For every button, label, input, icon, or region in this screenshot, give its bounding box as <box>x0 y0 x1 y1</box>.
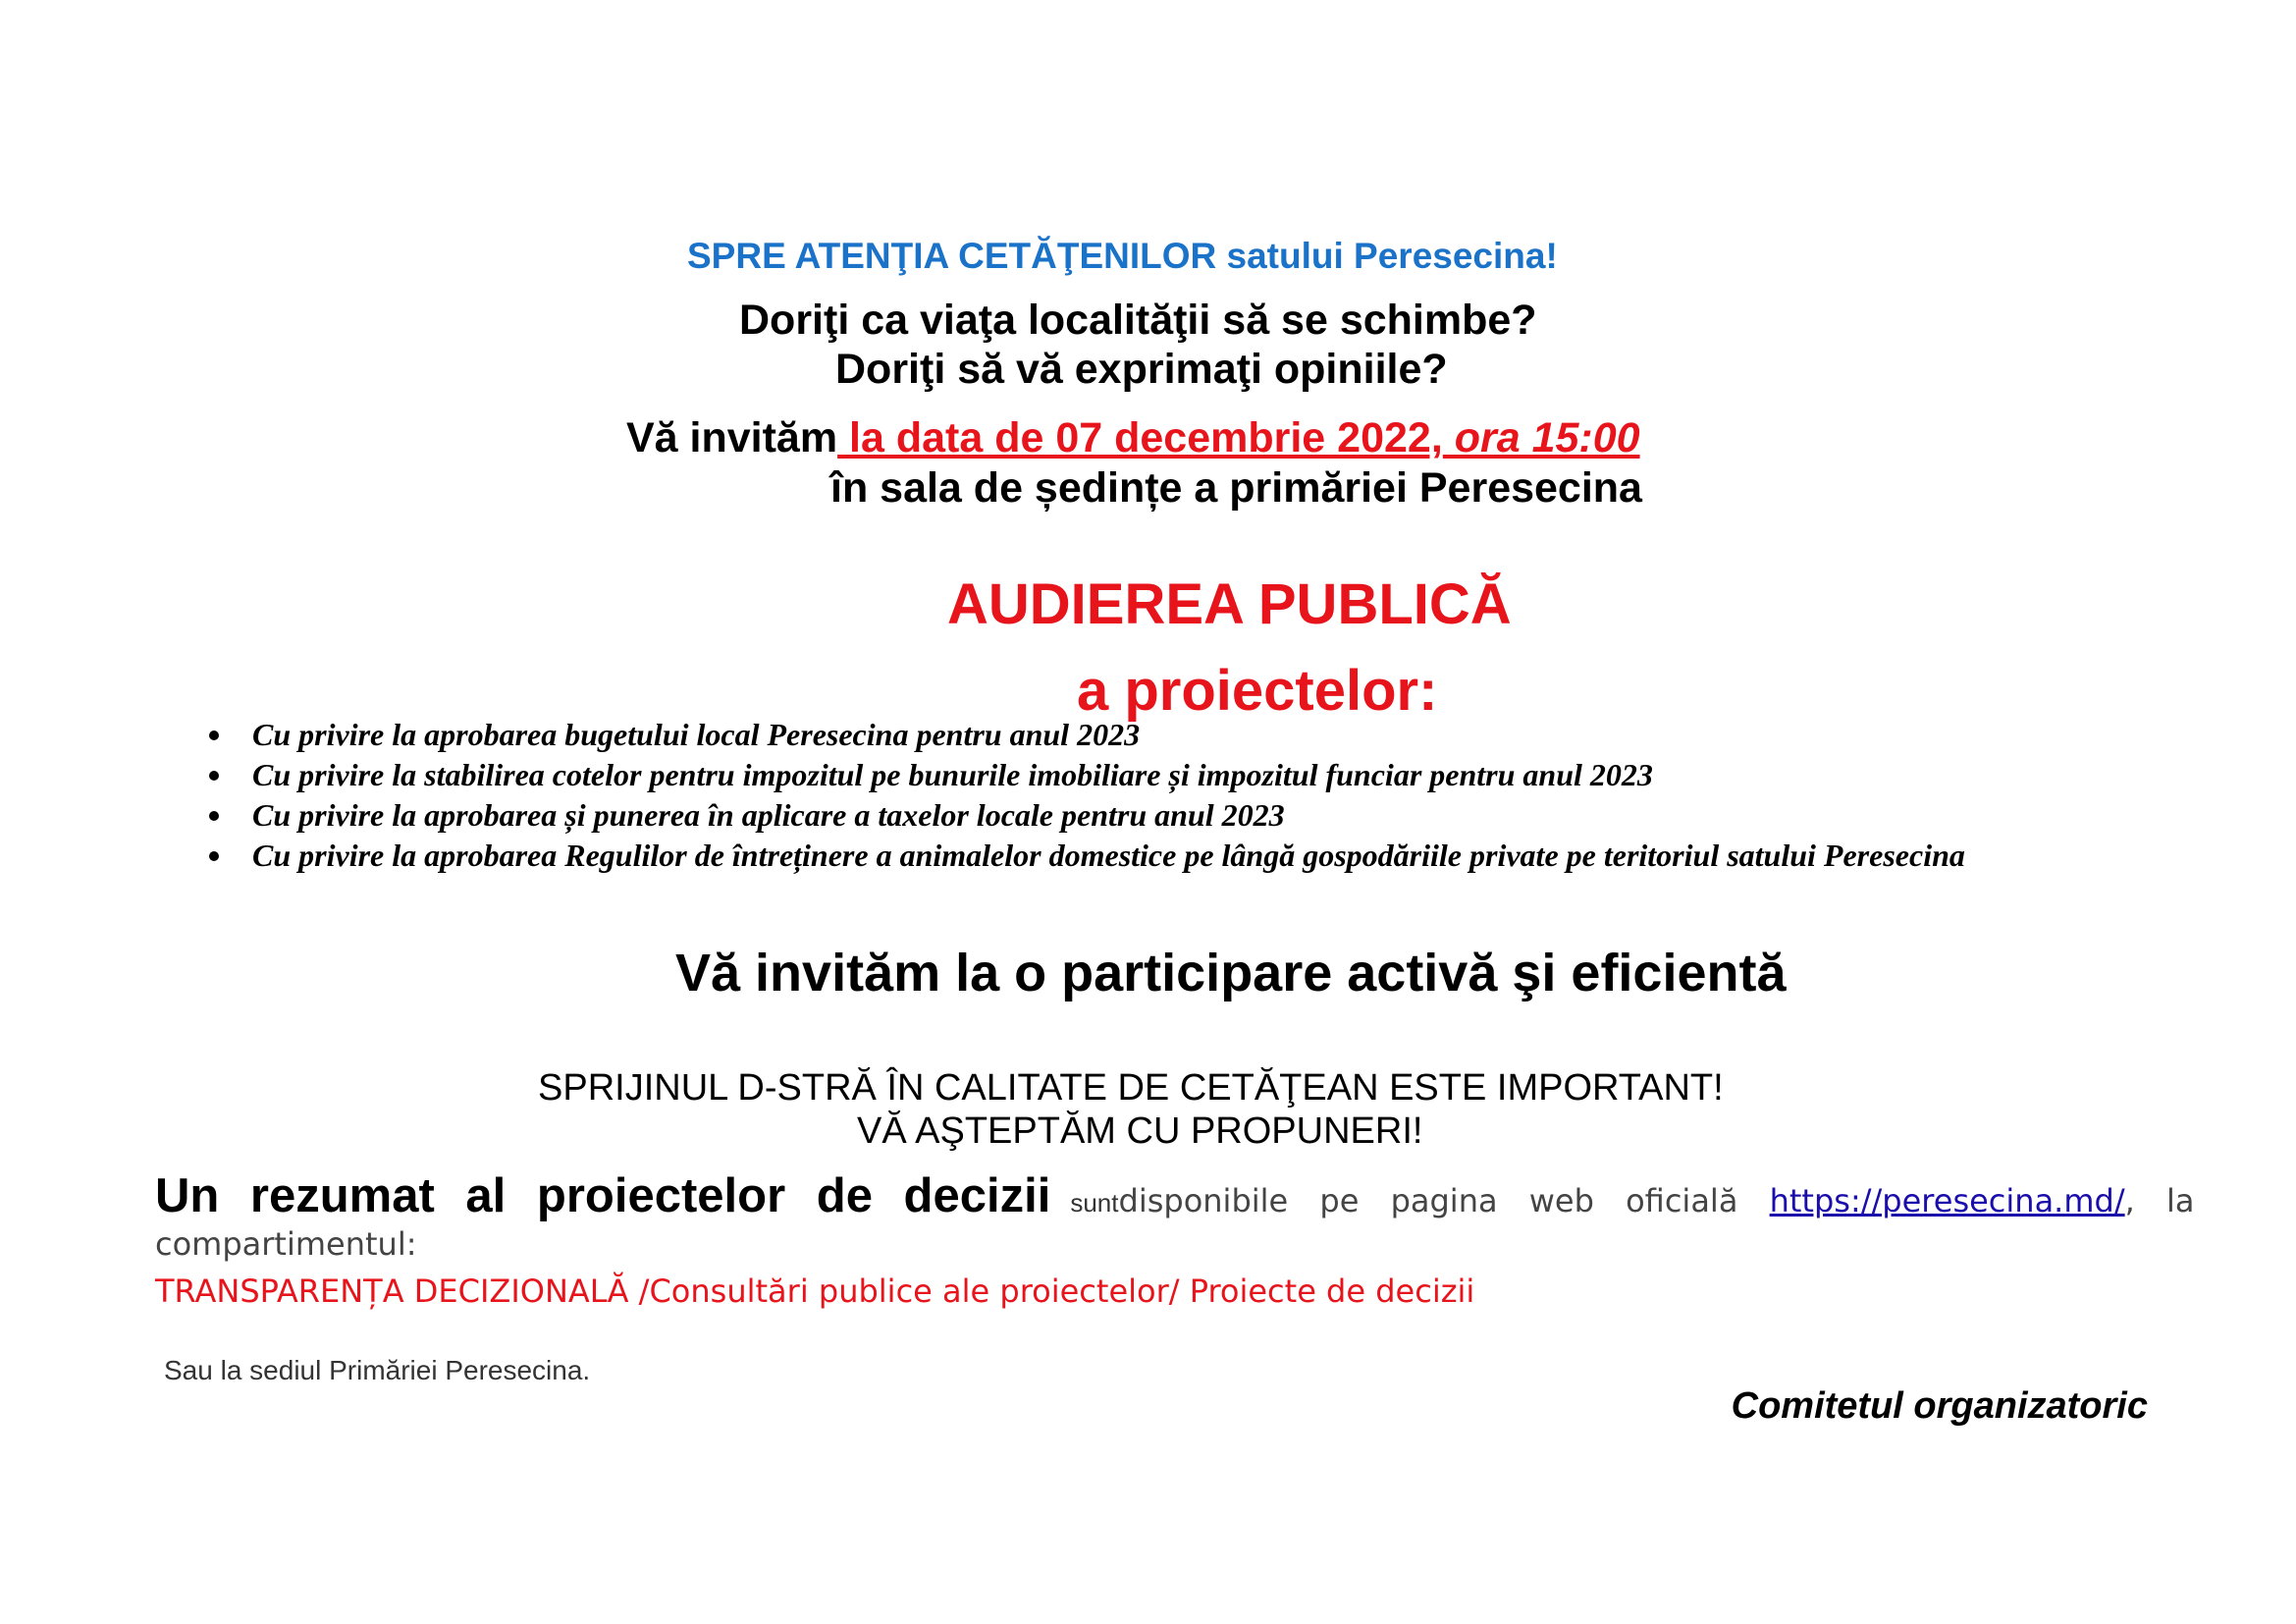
project-text: Cu privire la aprobarea și punerea în aplicare a taxelor locale pentru anul 2023 <box>252 797 1285 833</box>
transparency-section: TRANSPARENȚA DECIZIONALĂ /Consultări publice ale proiectelor/ Proiecte de decizii <box>155 1272 1475 1310</box>
invitation-line <box>626 414 1640 462</box>
official-website-link[interactable]: https://peresecina.md/ <box>1769 1182 2125 1219</box>
projects-list <box>201 715 1965 876</box>
hearing-subtitle: a proiectelor: <box>1077 659 1438 723</box>
invitation-location: în sala de ședințe a primăriei Peresecina <box>830 464 1642 512</box>
summary-after-link: , la <box>2124 1182 2195 1219</box>
invitation-prefix: Vă invităm <box>626 414 838 461</box>
bullet-icon <box>209 811 219 821</box>
project-text: Cu privire la aprobarea Regulilor de întreținere a animalelor domestice pe lângă gospodăriile private pe teritoriul satului Peresecina <box>252 838 1965 873</box>
summary-line <box>155 1168 2195 1223</box>
invitation-date: la data de 07 decembrie 2022, <box>837 414 1443 461</box>
list-item <box>201 755 1965 795</box>
question-change: Doriţi ca viaţa localităţii să se schimbe? <box>739 297 1537 344</box>
bullet-icon <box>209 771 219 781</box>
headquarters-note: Sau la sediul Primăriei Peresecina. <box>164 1355 591 1385</box>
participation-heading: Vă invităm la o participare activă şi eficientă <box>675 944 1787 1002</box>
bullet-icon <box>209 731 219 740</box>
summary-sunt: sunt <box>1070 1188 1119 1218</box>
signature: Comitetul organizatoric <box>1731 1385 2148 1427</box>
summary-rest <box>1119 1182 2195 1219</box>
hearing-title: AUDIEREA PUBLICĂ <box>947 572 1512 636</box>
bullet-icon <box>209 851 219 861</box>
list-item <box>201 836 1965 876</box>
summary-text: disponibile pe pagina web oficială <box>1118 1182 1738 1219</box>
list-item <box>201 715 1965 755</box>
support-line-1: SPRIJINUL D-STRĂ ÎN CALITATE DE CETĂŢEAN ESTE IMPORTANT! <box>538 1067 1724 1109</box>
attention-heading: SPRE ATENŢIA CETĂŢENILOR satului Peresecina! <box>687 236 1558 276</box>
summary-bold-text: Un rezumat al proiectelor de decizii <box>155 1169 1051 1222</box>
project-text: Cu privire la stabilirea cotelor pentru impozitul pe bunurile imobiliare și impozitul funciar pentru anul 2023 <box>252 757 1653 792</box>
support-line-2: VĂ AŞTEPTĂM CU PROPUNERI! <box>857 1110 1423 1152</box>
invitation-time: ora 15:00 <box>1442 414 1640 461</box>
list-item <box>201 795 1965 836</box>
summary-line-2: compartimentul: <box>155 1225 417 1263</box>
question-opinions: Doriţi să vă exprimaţi opiniile? <box>835 346 1448 393</box>
project-text: Cu privire la aprobarea bugetului local Peresecina pentru anul 2023 <box>252 717 1141 752</box>
summary-paragraph <box>155 1168 2195 1263</box>
